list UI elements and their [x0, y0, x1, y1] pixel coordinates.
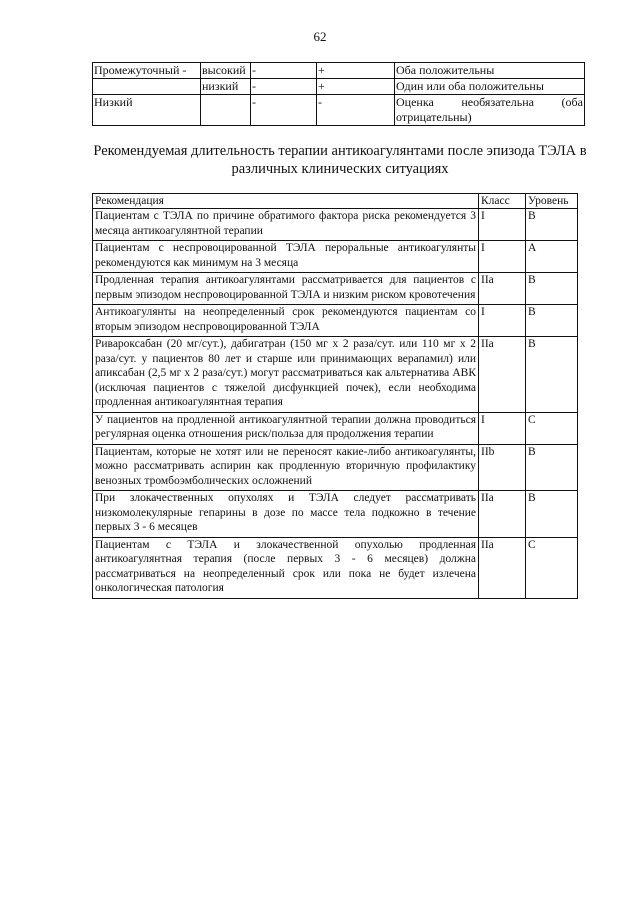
class-cell: IIa — [479, 273, 526, 305]
category-cell — [93, 79, 201, 95]
level-cell: B — [526, 273, 578, 305]
level-cell: B — [526, 209, 578, 241]
table-row — [93, 95, 585, 126]
category-cell: Промежуточный - — [93, 63, 201, 79]
header-recommendation: Рекомендация — [93, 194, 479, 209]
result-cell: Оценка необязательна (оба отрицательны) — [396, 95, 583, 124]
table-row — [93, 412, 578, 444]
table-row — [93, 337, 578, 413]
value-cell: - — [251, 63, 317, 79]
class-cell: I — [479, 305, 526, 337]
level-cell: B — [526, 337, 578, 413]
class-cell: IIa — [479, 337, 526, 413]
result-cell: Один или оба положительны — [395, 79, 585, 95]
level-cell: A — [526, 241, 578, 273]
class-cell: IIa — [479, 491, 526, 538]
level-cell: B — [526, 491, 578, 538]
recommendation-text: Антикоагулянты на неопределенный срок рекомендуются пациентам со вторым эпизодом неспровоцированной ТЭЛА — [93, 305, 479, 337]
subcategory-cell: высокий — [201, 63, 251, 79]
recommendation-text: При злокачественных опухолях и ТЭЛА следует рассматривать низкомолекулярные гепарины в дозе по массе тела подкожно в течение первых 3 - 6 месяцев — [93, 491, 479, 538]
table-row — [93, 444, 578, 491]
header-class: Класс — [479, 194, 526, 209]
recommendation-text: Пациентам с неспровоцированной ТЭЛА пероральные антикоагулянты рекомендуются как минимум на 3 месяца — [93, 241, 479, 273]
recommendation-text: Пациентам с ТЭЛА и злокачественной опухолью продленная антикоагулянтная терапия (после первых 3 - 6 месяцев) должна рассматриваться на неопределенный срок или пока не будет излечена онкологическая патология — [93, 537, 479, 598]
class-cell: IIa — [479, 537, 526, 598]
recommendation-text: Ривароксабан (20 мг/сут.), дабигатран (150 мг х 2 раза/сут. или 110 мг х 2 раза/сут. у пациентов 80 лет и старше или принимающих верапамил) или апиксабан (2,5 мг х 2 раза/сут.) могут рассматриваться как альтернатива АВК (исключая пациентов с тяжелой дисфункцией почек), если необходима продленная антикоагулянтная терапия — [93, 337, 479, 413]
recommendation-text: Пациентам с ТЭЛА по причине обратимого фактора риска рекомендуется 3 месяца антикоагулянтной терапии — [93, 209, 479, 241]
category-cell: Низкий — [93, 95, 201, 126]
table-row — [93, 273, 578, 305]
class-cell: I — [479, 209, 526, 241]
subcategory-cell: низкий — [201, 79, 251, 95]
table-row — [93, 209, 578, 241]
class-cell: I — [479, 412, 526, 444]
table-row — [93, 491, 578, 538]
class-cell: IIb — [479, 444, 526, 491]
table-row — [93, 79, 585, 95]
value-cell: - — [251, 79, 317, 95]
table-row — [93, 241, 578, 273]
level-cell: B — [526, 444, 578, 491]
table-header-row — [93, 194, 578, 209]
header-level: Уровень — [526, 194, 578, 209]
class-cell: I — [479, 241, 526, 273]
recommendation-text: У пациентов на продленной антикоагулянтной терапии должна проводиться регулярная оценка отношения риск/польза для продолжения терапии — [93, 412, 479, 444]
subcategory-cell — [201, 95, 251, 126]
value-cell: - — [317, 95, 395, 126]
page-number: 62 — [313, 29, 327, 44]
level-cell: B — [526, 305, 578, 337]
recommendations-table — [92, 193, 578, 599]
probability-table — [92, 62, 585, 126]
result-cell: Оба положительны — [395, 63, 585, 79]
section-title: Рекомендуемая длительность терапии антикоагулянтами после эпизода ТЭЛА в различных клинических ситуациях — [93, 143, 587, 177]
table-row — [93, 537, 578, 598]
recommendation-text: Пациентам, которые не хотят или не переносят какие-либо антикоагулянты, можно рассматривать аспирин как продленную вторичную профилактику венозных тромбоэмболических осложнений — [93, 444, 479, 491]
table-row — [93, 305, 578, 337]
value-cell: + — [317, 79, 395, 95]
value-cell: + — [317, 63, 395, 79]
level-cell: C — [526, 537, 578, 598]
table-row — [93, 63, 585, 79]
level-cell: C — [526, 412, 578, 444]
value-cell: - — [251, 95, 317, 126]
recommendation-text: Продленная терапия антикоагулянтами рассматривается для пациентов с первым эпизодом неспровоцированной ТЭЛА и низким риском кровотечения — [93, 273, 479, 305]
